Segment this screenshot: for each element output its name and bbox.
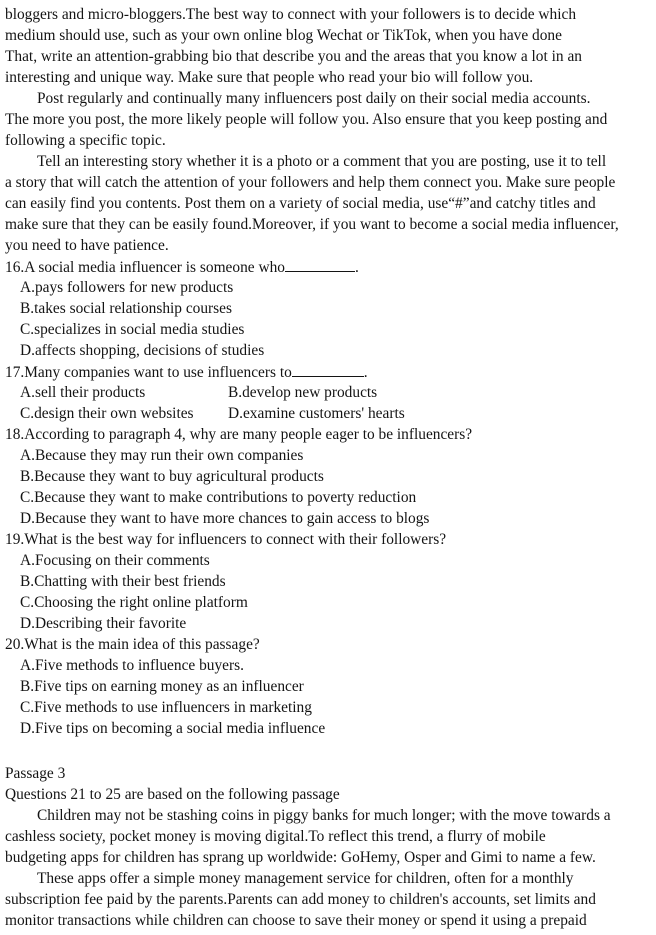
option-b: B.takes social relationship courses — [20, 300, 232, 317]
passage-line: bloggers and micro-bloggers.The best way to connect with your followers is to decide which — [5, 6, 577, 23]
stem-end: . — [363, 364, 368, 381]
passage-line: Children may not be stashing coins in piggy banks for much longer; with the move towards a — [37, 807, 611, 824]
option-d: D.Five tips on becoming a social media influence — [20, 720, 326, 737]
option-a: A.sell their products — [20, 384, 146, 401]
passage-line: Tell an interesting story whether it is a photo or a comment that you are posting, use it to tell — [37, 153, 607, 170]
answer-blank — [292, 362, 364, 377]
passage-line: can easily find you contents. Post them on a variety of social media, use“#”and catchy titles and — [5, 195, 596, 212]
question-stem: 20.What is the main idea of this passage? — [5, 636, 260, 653]
passage-heading: Passage 3 — [5, 765, 66, 782]
option-c: C.Five methods to use influencers in marketing — [20, 699, 312, 716]
question-stem-text: 16.A social media influencer is someone who — [5, 259, 285, 276]
option-c: C.specializes in social media studies — [20, 321, 245, 338]
option-b: B.develop new products — [228, 384, 378, 401]
passage-line: following a specific topic. — [5, 132, 166, 149]
option-c: C.design their own websites — [20, 405, 194, 422]
option-d: D.examine customers' hearts — [228, 405, 405, 422]
passage-line: a story that will catch the attention of your followers and help them connect you. Make sure people — [5, 174, 616, 191]
option-d: D.Because they want to have more chances to gain access to blogs — [20, 510, 430, 527]
passage-line: medium should use, such as your own online blog Wechat or TikTok, when you have done — [5, 27, 562, 44]
option-c: C.Choosing the right online platform — [20, 594, 248, 611]
option-a: A.Focusing on their comments — [20, 552, 210, 569]
question-stem: 18.According to paragraph 4, why are many people eager to be influencers? — [5, 426, 473, 443]
option-b: B.Because they want to buy agricultural products — [20, 468, 324, 485]
passage-line: That, write an attention-grabbing bio that describe you and the areas that you know a lot in an — [5, 48, 582, 65]
option-c: C.Because they want to make contributions to poverty reduction — [20, 489, 417, 506]
passage-line: budgeting apps for children has sprang up worldwide: GoHemy, Osper and Gimi to name a few. — [5, 849, 596, 866]
passage-line: cashless society, pocket money is moving digital.To reflect this trend, a flurry of mobile — [5, 828, 546, 845]
passage-intro: Questions 21 to 25 are based on the following passage — [5, 786, 340, 803]
option-b: B.Chatting with their best friends — [20, 573, 226, 590]
passage-line: The more you post, the more likely people will follow you. Also ensure that you keep posting and — [5, 111, 608, 128]
question-stem — [5, 362, 368, 383]
question-stem: 19.What is the best way for influencers to connect with their followers? — [5, 531, 447, 548]
option-b: B.Five tips on earning money as an influencer — [20, 678, 304, 695]
question-stem — [5, 257, 359, 278]
option-a: A.pays followers for new products — [20, 279, 234, 296]
answer-blank — [285, 257, 355, 272]
option-d: D.affects shopping, decisions of studies — [20, 342, 265, 359]
question-stem-text: 17.Many companies want to use influencers to — [5, 364, 292, 381]
passage-line: make sure that they can be easily found.Moreover, if you want to become a social media influencer, — [5, 216, 619, 233]
passage-line: you need to have patience. — [5, 237, 169, 254]
passage-line: These apps offer a simple money management service for children, often for a monthly — [37, 870, 574, 887]
passage-line: subscription fee paid by the parents.Parents can add money to children's accounts, set limits and — [5, 891, 596, 908]
option-d: D.Describing their favorite — [20, 615, 187, 632]
stem-end: . — [354, 259, 359, 276]
passage-line: monitor transactions while children can choose to save their money or spend it using a prepaid — [5, 912, 587, 929]
passage-line: interesting and unique way. Make sure that people who read your bio will follow you. — [5, 69, 534, 86]
option-a: A.Five methods to influence buyers. — [20, 657, 244, 674]
passage-line: Post regularly and continually many influencers post daily on their social media accounts. — [37, 90, 591, 107]
option-a: A.Because they may run their own companies — [20, 447, 304, 464]
